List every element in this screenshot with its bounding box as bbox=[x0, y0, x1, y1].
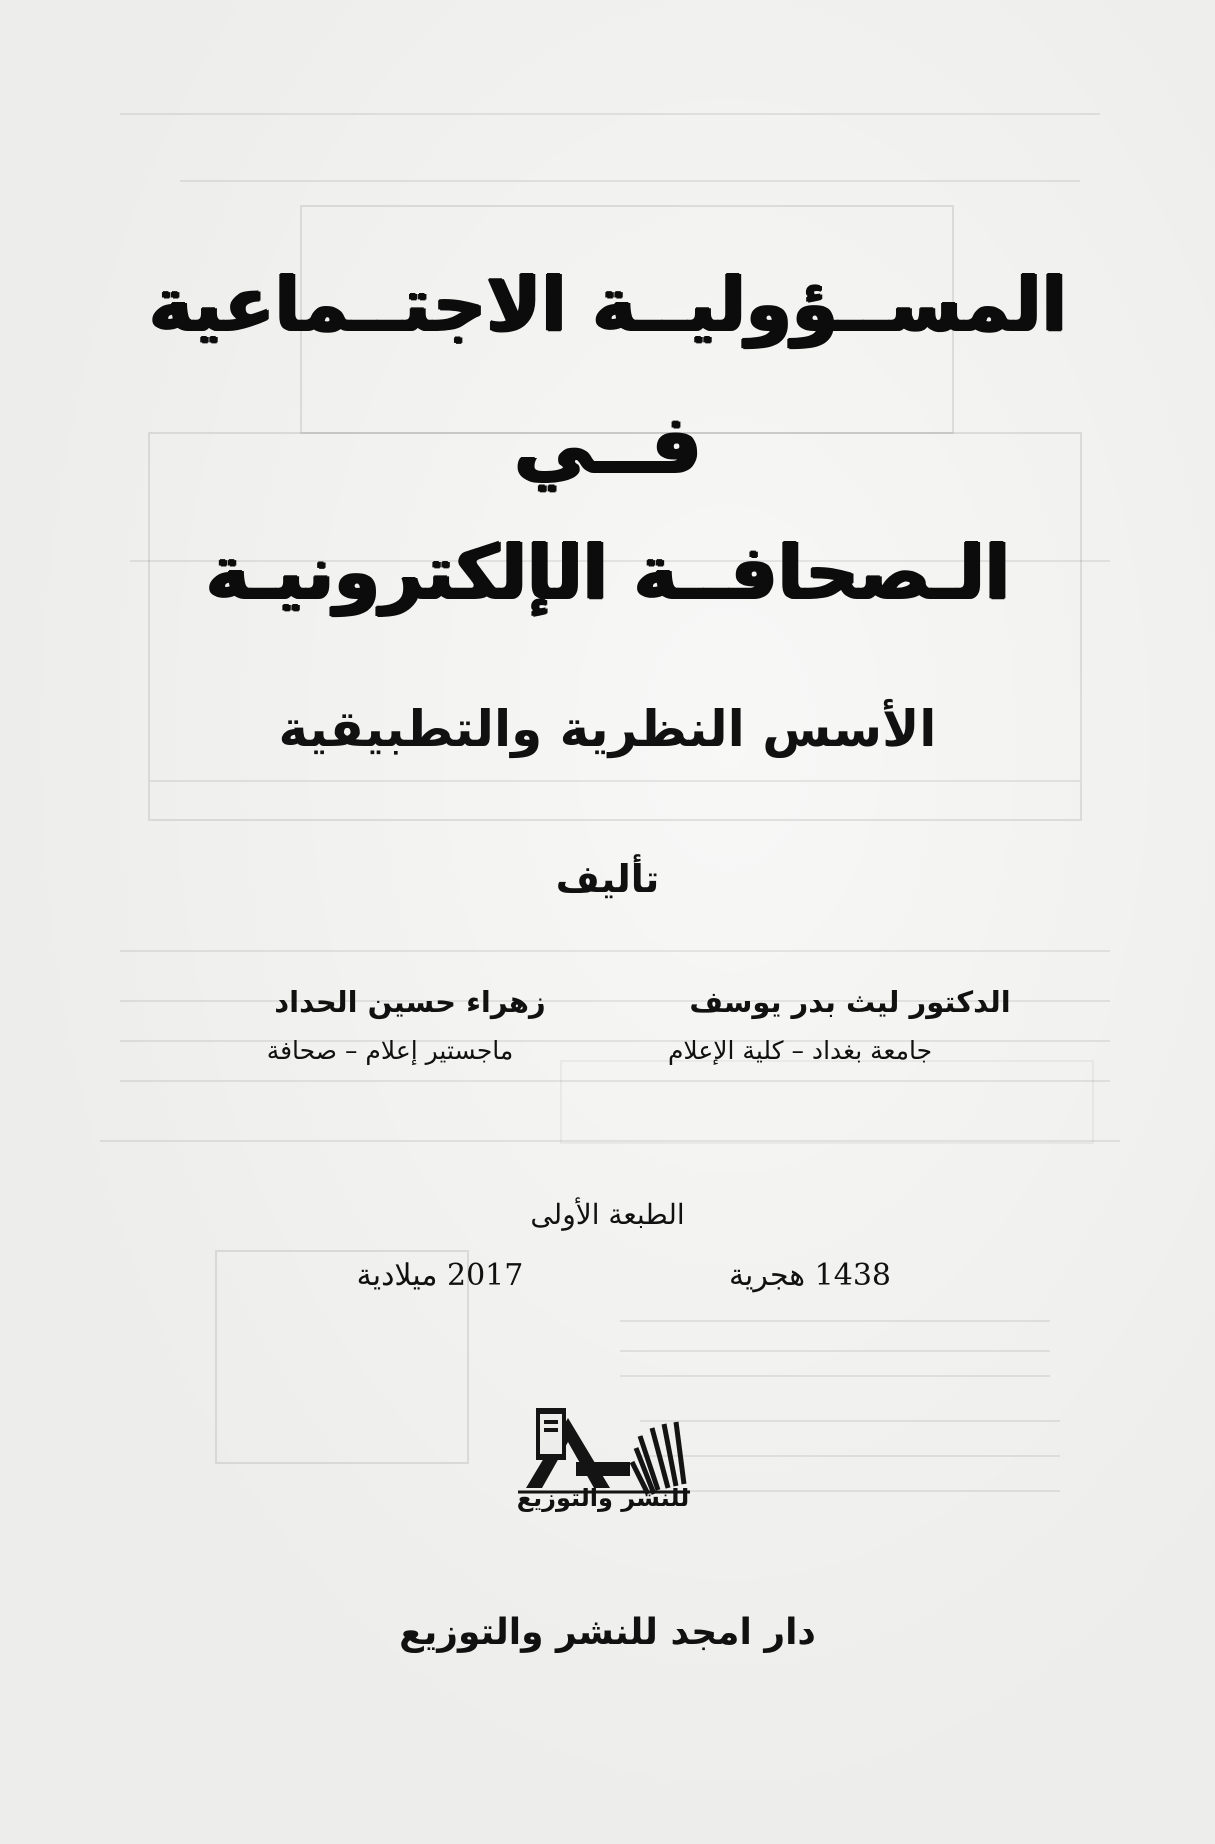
authorship-label: تأليف bbox=[555, 857, 660, 901]
gregorian-year: 2017 ميلادية bbox=[356, 1258, 524, 1293]
bleed-through-line-2 bbox=[180, 180, 1080, 182]
publisher-logo-caption: للنشر والتوزيع bbox=[516, 1484, 690, 1512]
hijri-year: 1438 هجرية bbox=[728, 1258, 892, 1293]
bleed-through-line-10 bbox=[620, 1320, 1050, 1322]
bleed-through-line-12 bbox=[620, 1375, 1050, 1377]
bleed-through-line-15 bbox=[640, 1490, 1060, 1492]
bleed-through-line-13 bbox=[640, 1420, 1060, 1422]
bleed-through-box-english bbox=[560, 1060, 1094, 1144]
edition-label: الطبعة الأولى bbox=[530, 1198, 685, 1231]
book-subtitle: الأسس النظرية والتطبيقية bbox=[278, 700, 937, 758]
bleed-through-line-1 bbox=[120, 113, 1100, 115]
author-name-1: الدكتور ليث بدر يوسف bbox=[689, 985, 1011, 1019]
author-affiliation-2: ماجستير إعلام – صحافة bbox=[266, 1036, 514, 1065]
bleed-through-line-14 bbox=[640, 1455, 1060, 1457]
author-name-2: زهراء حسين الحداد bbox=[274, 985, 546, 1019]
bleed-through-line-9 bbox=[100, 1140, 1120, 1142]
book-title-line-1: المســؤوليــة الاجتــماعية bbox=[148, 262, 1067, 348]
publisher-name: دار امجد للنشر والتوزيع bbox=[399, 1612, 816, 1653]
bleed-through-line-5 bbox=[120, 950, 1110, 952]
author-affiliation-1: جامعة بغداد – كلية الإعلام bbox=[667, 1036, 933, 1065]
bleed-through-line-11 bbox=[620, 1350, 1050, 1352]
bleed-through-line-8 bbox=[120, 1080, 1110, 1082]
book-title-line-3: الـصحافــة الإلكترونيـة bbox=[205, 530, 1010, 616]
book-title-line-2: فــي bbox=[513, 398, 702, 491]
bleed-through-line-4 bbox=[150, 780, 1080, 782]
